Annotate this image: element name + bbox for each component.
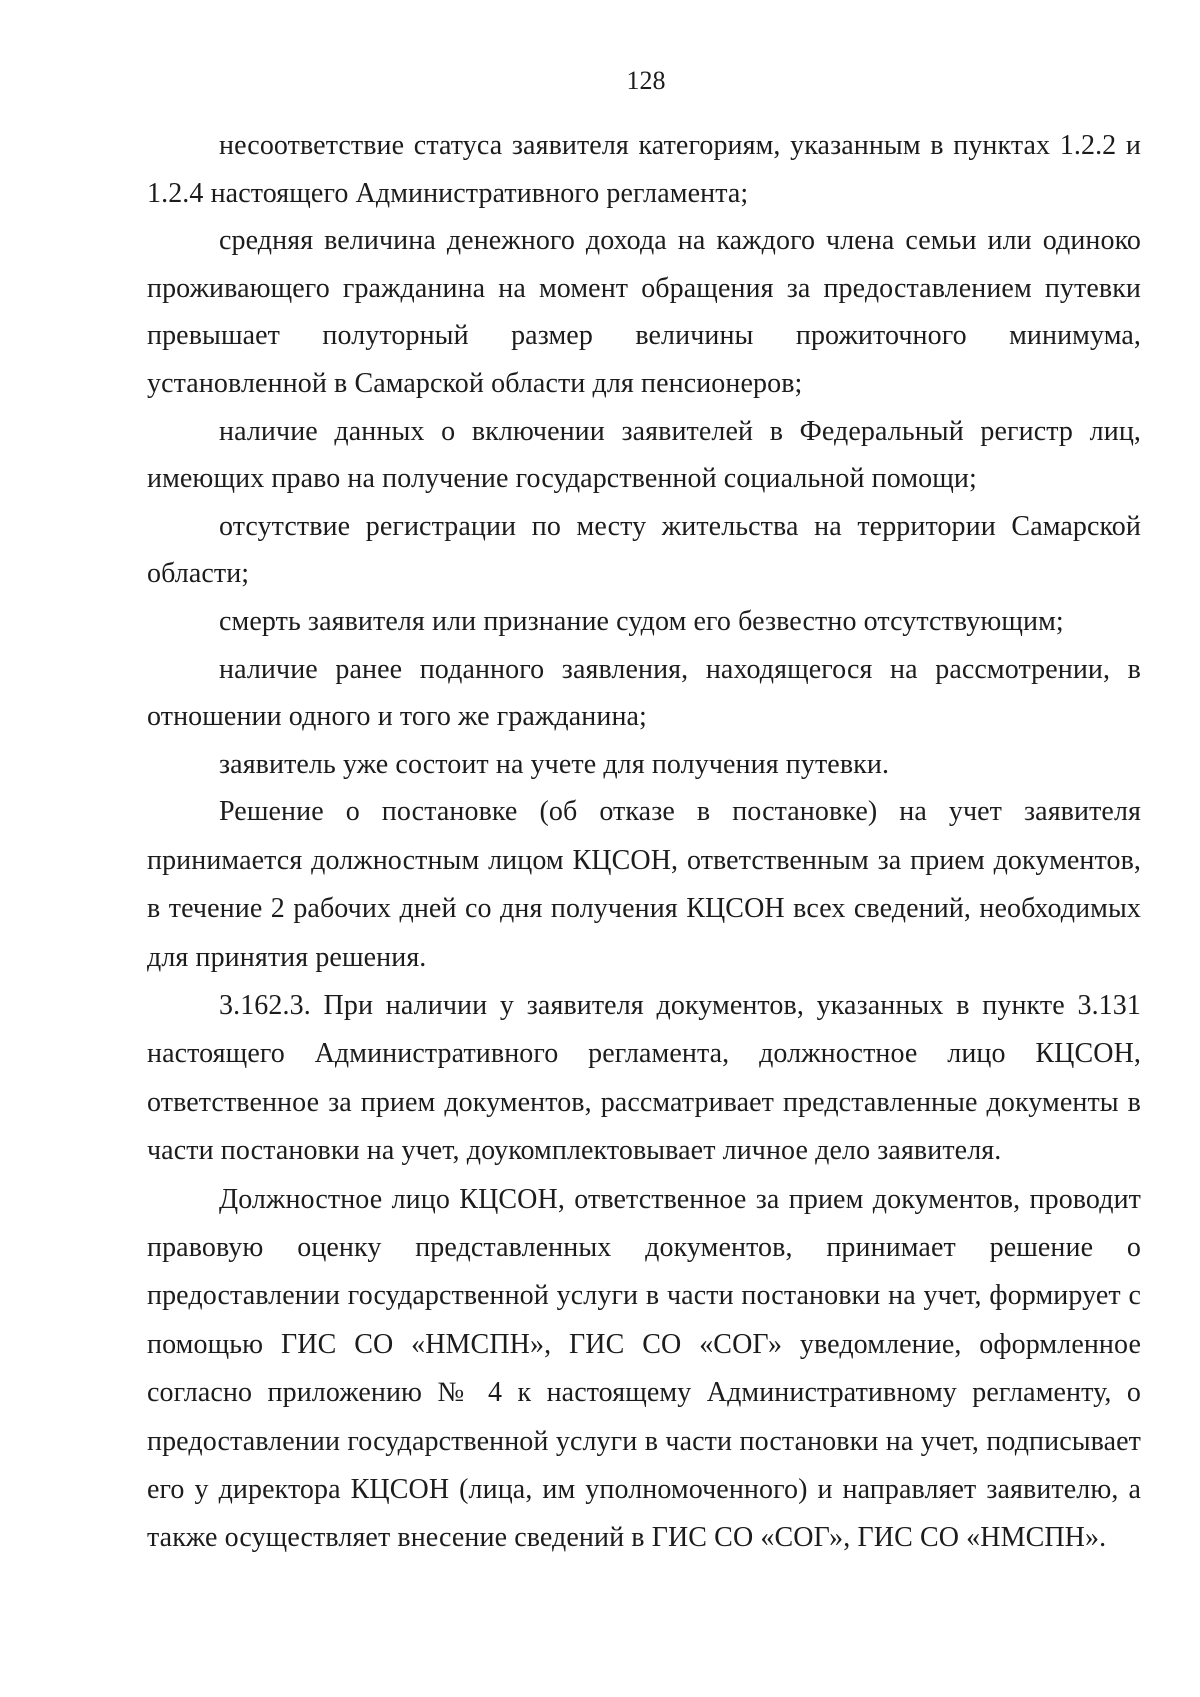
paragraph-already-registered: заявитель уже состоит на учете для получения путевки.: [219, 748, 890, 780]
paragraph-section-3-162-3: 3.162.3. При наличии у заявителя документов, указанных в пункте 3.131 настоящего Административного регламента, должностное лицо КЦСОН, ответственное за прием документов, рассматривает представленные документы в части постановки на учет, доукомплектовывает личное дело заявителя.: [147, 989, 1141, 1167]
paragraph-status-mismatch: несоответствие статуса заявителя категориям, указанным в пунктах 1.2.2 и 1.2.4 настоящего Административного регламента;: [147, 130, 1141, 209]
paragraph-death-of-applicant: смерть заявителя или признание судом его безвестно отсутствующим;: [219, 605, 1064, 637]
paragraph-income-threshold: средняя величина денежного дохода на каждого члена семьи или одиноко проживающего гражданина на момент обращения за предоставлением путевки превышает полуторный размер величины прожиточного минимума, установленной в Самарской области для пенсионеров;: [147, 225, 1141, 399]
paragraph-decision-deadline: Решение о постановке (об отказе в постановке) на учет заявителя принимается должностным лицом КЦСОН, ответственным за прием документов, в течение 2 рабочих дней со дня получения КЦСОН всех сведений, необходимых для принятия решения.: [147, 796, 1141, 973]
paragraph-no-registration: отсутствие регистрации по месту жительства на территории Самарской области;: [147, 510, 1141, 590]
paragraph-official-actions: Должностное лицо КЦСОН, ответственное за прием документов, проводит правовую оценку представленных документов, принимает решение о предоставлении государственной услуги в части постановки на учет, формирует с помощью ГИС СО «НМСПН», ГИС СО «СОГ» уведомление, оформленное согласно приложению № 4 к настоящему Административному регламенту, о предоставлении государственной услуги в части постановки на учет, подписывает его у директора КЦСОН (лица, им уполномоченного) и направляет заявителю, а также осуществляет внесение сведений в ГИС СО «СОГ», ГИС СО «НМСПН».: [147, 1183, 1141, 1554]
document-body: [147, 122, 1141, 1563]
paragraph-pending-application: наличие ранее поданного заявления, находящегося на рассмотрении, в отношении одного и того же гражданина;: [147, 653, 1141, 733]
paragraph-federal-register: наличие данных о включении заявителей в Федеральный регистр лиц, имеющих право на получение государственной социальной помощи;: [147, 415, 1141, 495]
page-number: 128: [626, 66, 666, 95]
